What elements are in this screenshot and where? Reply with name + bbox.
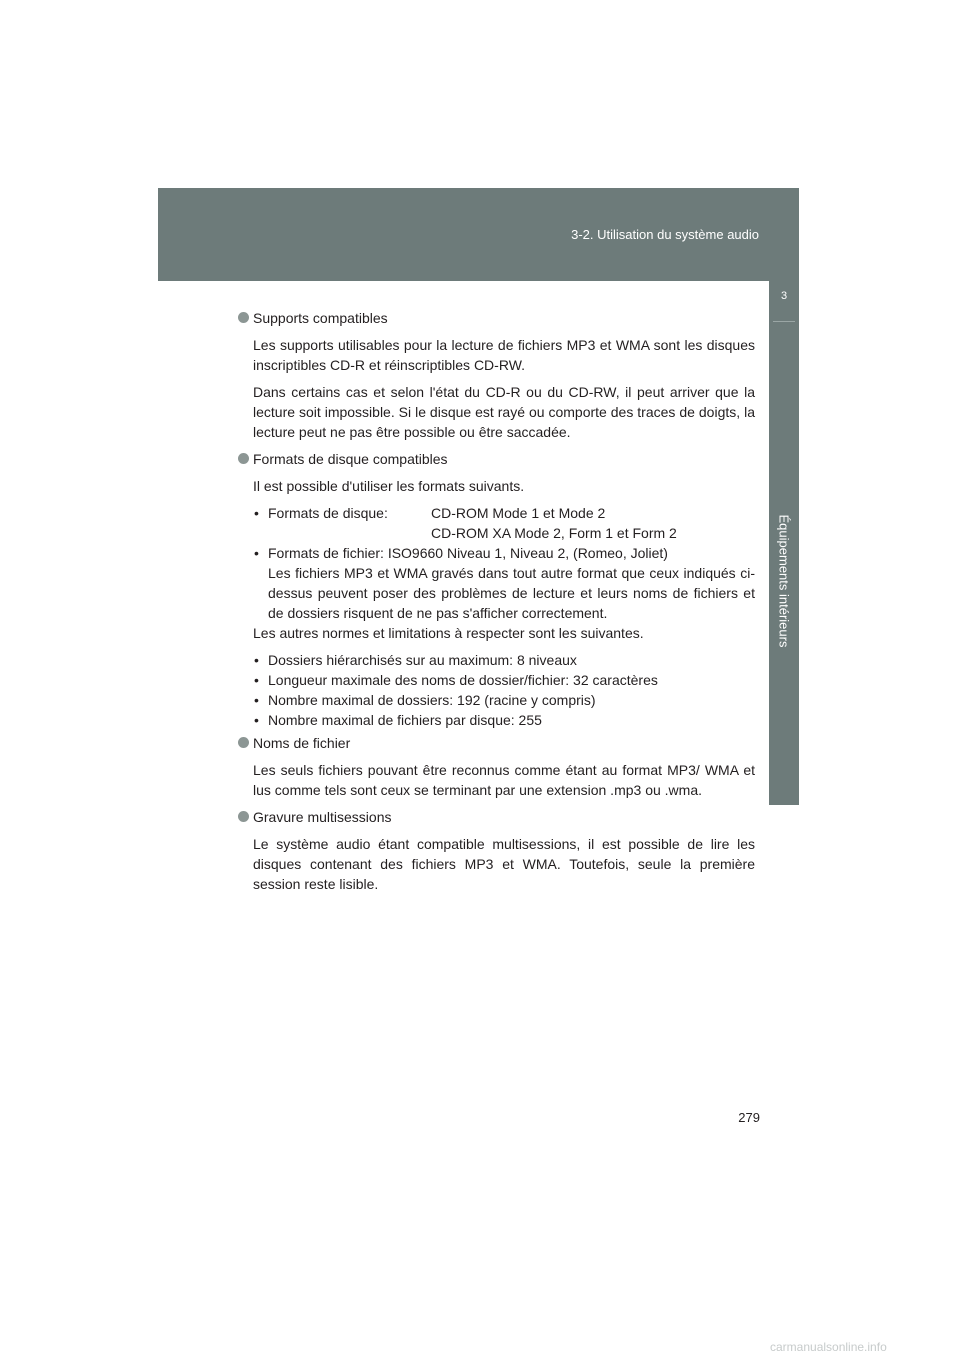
list-item: • Dossiers hiérarchisés sur au maximum: 8 niveaux: [254, 652, 577, 668]
file-formats-label: Formats de fichier: ISO9660 Niveau 1, Niveau 2, (Romeo, Joliet): [268, 545, 668, 561]
section-heading-file-names: Noms de fichier: [238, 733, 755, 753]
paragraph: Il est possible d'utiliser les formats suivants.: [253, 478, 525, 494]
paragraph: Les seuls fichiers pouvant être reconnus comme étant au format MP3/ WMA et lus comme tels sont ceux se terminant par une extension .mp3 ou .wma.: [253, 762, 755, 798]
list-item: • Longueur maximale des noms de dossier/fichier: 32 caractères: [254, 672, 658, 688]
list-item: • Nombre maximal de fichiers par disque: 255: [254, 712, 542, 728]
section-title: 3-2. Utilisation du système audio: [571, 227, 759, 242]
disc-formats-label: Formats de disque:: [268, 505, 388, 521]
chapter-label: Équipements intérieurs: [776, 514, 792, 648]
list-bullet: •: [254, 672, 259, 688]
bullet-circle-icon: [238, 811, 249, 822]
section-heading-supports: Supports compatibles: [238, 308, 755, 328]
bullet-circle-icon: [238, 312, 249, 323]
watermark: carmanualsonline.info: [770, 1340, 887, 1354]
page-content: [238, 305, 755, 894]
list-item-file-formats: [238, 543, 755, 623]
list-bullet: •: [254, 652, 259, 668]
list-item: • Nombre maximal de dossiers: 192 (racine y compris): [254, 692, 596, 708]
list-bullet: •: [254, 505, 259, 521]
section-heading-formats: Formats de disque compatibles: [238, 449, 755, 469]
paragraph: Dans certains cas et selon l'état du CD-R ou du CD-RW, il peut arriver que la lecture soit impossible. Si le disque est rayé ou comporte des traces de doigts, la lecture peut ne pas être possible ou être saccadée.: [253, 384, 755, 440]
paragraph: Les autres normes et limitations à respecter sont les suivantes.: [253, 625, 644, 641]
chapter-side-tab: [769, 281, 799, 805]
chapter-number: 3: [780, 290, 788, 302]
bullet-circle-icon: [238, 737, 249, 748]
file-formats-note: Les fichiers MP3 et WMA gravés dans tout autre format que ceux indiqués ci-dessus peuvent poser des problèmes de lecture et leurs noms de fichiers et de dossiers risquent de ne pas s'afficher correctement.: [268, 565, 755, 621]
list-item-disc-formats: [238, 503, 755, 543]
chapter-number-box: [769, 281, 799, 321]
paragraph: Le système audio étant compatible multisessions, il est possible de lire les disques contenant des fichiers MP3 et WMA. Toutefois, seule la première session reste lisible.: [253, 836, 755, 892]
list-bullet: •: [254, 692, 259, 708]
disc-format-value: CD-ROM Mode 1 et Mode 2: [431, 505, 606, 521]
disc-format-value: CD-ROM XA Mode 2, Form 1 et Form 2: [431, 525, 677, 541]
paragraph: Les supports utilisables pour la lecture de fichiers MP3 et WMA sont les disques inscriptibles CD-R et réinscriptibles CD-RW.: [253, 337, 755, 373]
header-band: [158, 188, 799, 281]
list-bullet: •: [254, 545, 259, 561]
bullet-circle-icon: [238, 453, 249, 464]
tab-divider: [773, 321, 795, 322]
section-heading-multisession: Gravure multisessions: [238, 807, 755, 827]
page-number: 279: [738, 1110, 760, 1125]
list-bullet: •: [254, 712, 259, 728]
